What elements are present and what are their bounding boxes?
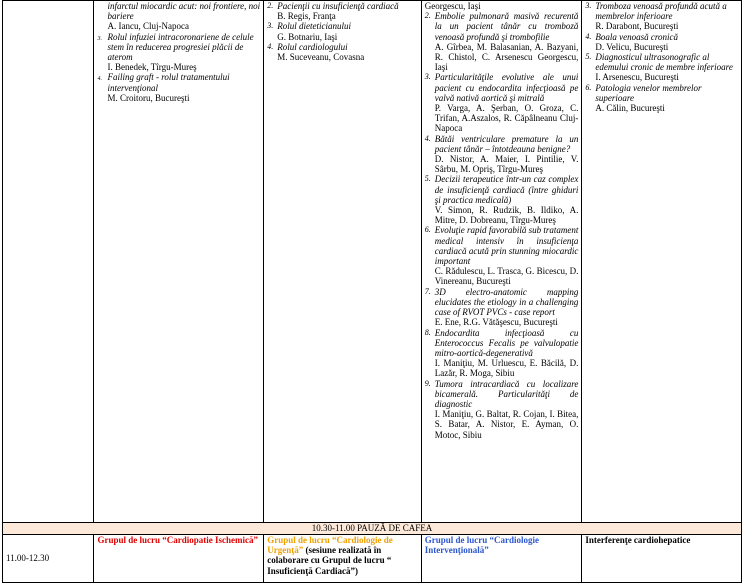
talk-item [267,42,418,62]
talk-item [425,72,579,133]
talk-authors: M. Suceveanu, Covasna [277,52,365,63]
talk-title: Bătăi ventriculare premature la un pacient tânăr – întotdeauna benigne? [434,133,579,154]
talk-title: Evoluţie rapid favorabilă sub tratament medical intensiv în insuficienţa cardiacă acută prin stunning miocardic important [434,225,579,267]
talk-title: Rolul infuziei intracoronariene de celule stem în reducerea progresiei plăcii de aterom [107,31,254,63]
talk-authors: A. Gîrbea, M. Balasanian, A. Bazyani, R. Chistol, C. Arsenescu Georgescu, Iaşi [434,41,579,73]
talk-number: 2. [424,11,431,21]
talk-list [97,1,260,103]
talk-title: Rolul dieteticianului [277,21,351,32]
working-group-4: Interferenţe cardiohepatice [582,535,742,583]
talk-title: Tromboza venoasă profundă acută a membrelor inferioare [595,1,727,22]
talk-list [425,11,579,440]
talk-title: Tumora intracardiacă cu localizare bicamerală. Particularităţi de diagnostic [434,378,579,409]
talk-item [425,225,579,286]
talk-item [585,52,738,83]
talk-number: 3. [97,35,102,42]
talk-authors: V. Simon, R. Rudzik, B. Ildiko, A. Mitre, D. Dobreanu, Tîrgu-Mureş [434,205,579,226]
talk-item [97,1,260,32]
session-row [3,535,742,583]
working-group-2 [264,535,422,583]
talk-number: 3. [267,21,274,31]
session-cazuri-clinice [421,1,582,523]
talk-number: 8. [424,327,431,337]
talk-number: 2. [267,1,274,10]
talk-authors: C. Rădulescu, L. Trasca, G. Bicescu, D. Vinereanu, Bucureşti [434,266,579,287]
group-label: Grupul de lucru [424,535,490,545]
talk-authors: R. Darabont, Bucureşti [595,21,679,32]
talk-item [97,72,260,103]
talk-authors: I. Maniţiu, M. Urluescu, E. Băcilă, D. Lazăr, R. Moga, Sibiu [434,358,579,379]
talk-item [267,21,418,41]
talk-number: 4. [424,133,431,143]
talk-authors: E. Ene, R.G. Vătăşescu, Bucureşti [434,317,558,328]
group-label: Grupul de lucru [267,535,332,545]
group-note: (sesiune realizată în colaborare cu Grupul de lucru “ Insuficienţă Cardiacă”) [267,545,392,576]
talk-number: 6. [424,225,431,235]
talk-number: 5. [424,174,431,184]
talk-title: Decizii terapeutice într-un caz complex de insuficienţă cardiacă (între ghiduri şi practica medicală) [434,174,579,205]
talk-authors: B. Regis, Franţa [277,11,336,22]
talk-number: 5. [585,52,592,62]
talk-title: Embolie pulmonară masivă recurentă la un pacient tânăr cu tromboză venoasă profundă şi trombofilie [434,11,579,42]
group-label: Grupul de lucru [97,535,163,545]
working-group-1 [94,535,264,583]
talk-authors: D. Velicu, Bucureşti [595,41,669,52]
talk-item [425,174,579,225]
talk-title: Endocardita infecţioasă cu Enterococcus Fecalis pe valvulopatie mitro-aortică-degenerativă [434,327,579,358]
talk-title: Failing graft - rolul tratamentului intervenţional [107,72,230,93]
time-cell-empty [3,1,94,523]
talk-number: 9. [424,378,431,388]
talk-list [267,1,418,62]
talk-authors: G. Botnariu, Iaşi [277,31,338,42]
talk-item [585,32,738,52]
table-row [3,1,742,523]
talk-title: Rolul cardiologului [277,41,348,52]
talk-number: 4. [97,76,102,83]
talk-item [425,11,579,72]
talk-authors: D. Nistor, A. Maier, I. Pintilie, V. Sârbu, M. Opriş, Tîrgu-Mureş [434,154,579,175]
group-name: “Cardiologie de Urgenţă” [267,535,393,556]
talk-item [585,83,738,114]
talk-authors: Georgescu, Iaşi [424,1,481,11]
talk-authors: I. Arsenescu, Bucureşti [595,72,679,83]
talk-item [425,328,579,379]
coffee-break-label: 10.30-11.00 PAUZĂ DE CAFEA [3,523,742,535]
talk-authors: A. Iancu, Cluj-Napoca [107,21,189,32]
coffee-break-row [3,523,742,535]
session-patologie-venoasa [582,1,742,523]
talk-title: 3D electro-anatomic mapping elucidates the etiology in a challenging case of RVOT PVCs - case report [434,286,579,318]
talk-number: 3. [424,72,431,82]
talk-number: 4. [267,41,274,51]
talk-item [425,134,579,175]
talk-title: infarctul miocardic acut: noi frontiere, noi bariere [107,1,261,22]
talk-title: Particularităţile evolutive ale unui pacient cu endocardita infecţioasă pe valvă nativă aortică şi mitrală [434,72,579,103]
talk-item [267,1,418,21]
working-group-3 [421,535,582,583]
talk-item [425,379,579,440]
talk-authors: A. Călin, Bucureşti [595,103,665,114]
session-insuficienta-cardiaca [264,1,422,523]
talk-number: 3. [585,1,592,10]
talk-authors: I. Maniţiu, G. Baltat, R. Cojan, I. Bitea, S. Batar, A. Nistor, E. Ayman, O. Motoc, Sibiu [434,409,579,440]
group-name: “Cardiologie Intervenţională” [424,535,540,556]
talk-number: 7. [424,286,431,296]
talk-item [425,287,579,328]
session-cardiopatie-ischemica [94,1,264,523]
talk-title: Patologia venelor membrelor superioare [595,82,702,103]
session-time: 11.00-12.30 [3,535,94,583]
talk-list [585,1,738,113]
talk-item [585,1,738,32]
talk-title: Pacienţii cu insuficienţă cardiacă [277,1,399,11]
talk-authors: M. Croitoru, Bucureşti [107,92,190,103]
talk-number: 6. [585,82,592,92]
group-name: “Cardiopatie Ischemică” [162,535,258,545]
talk-authors: P. Varga, A. Şerban, O. Groza, C. Trifan, A.Aszalos, R. Căpâlneanu Cluj-Napoca [434,103,579,134]
talk-number: 4. [585,31,592,41]
talk-item [97,32,260,73]
program-table [2,0,742,583]
talk-title: Diagnosticul ultrasonografic al edemului cronic de membre inferioare [595,52,733,73]
talk-title: Boala venoasă cronică [595,31,679,42]
talk-authors: I. Benedek, Tîrgu-Mureş [107,62,197,73]
